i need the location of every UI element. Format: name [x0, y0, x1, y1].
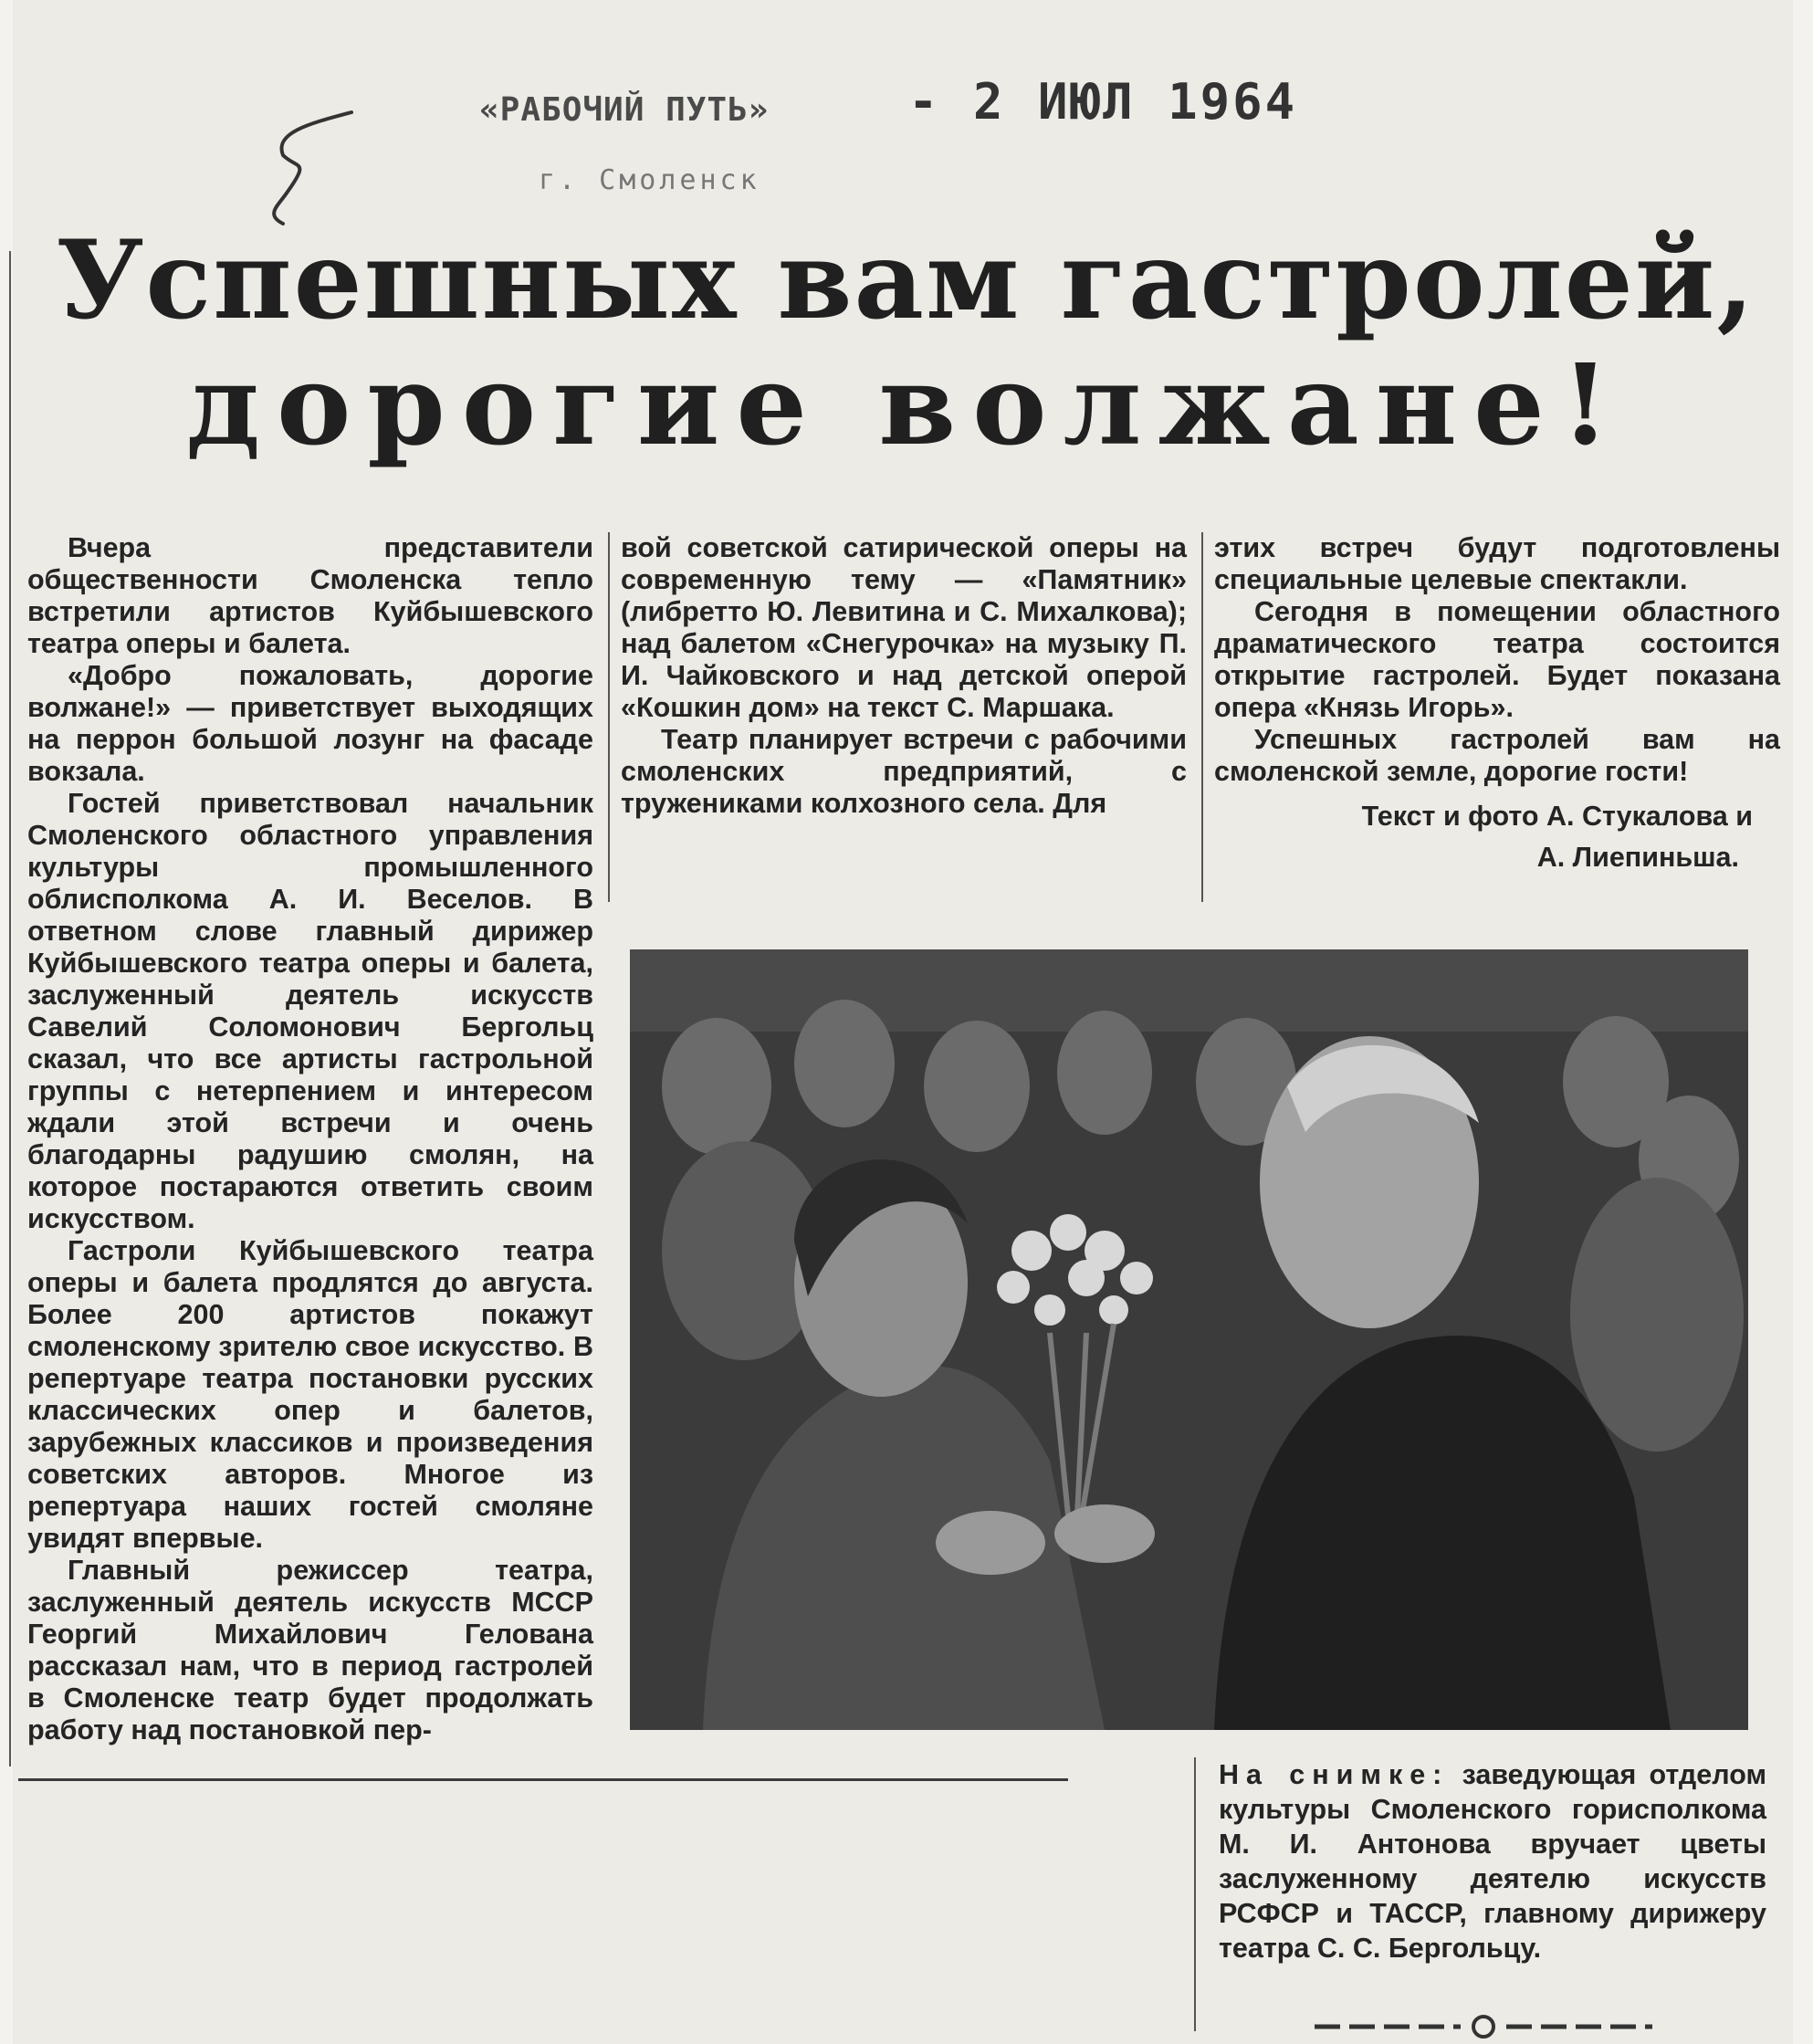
paragraph: Гостей приветствовал начальник Смоленского областного управления культуры промышленного облисполкома А. И. Веселов. В ответном слове главный дирижер Куйбышевского театра оперы и балета, заслуженный деятель искусств Савелий Соломонович Бергольц сказал, что все артисты гастрольной группы с нетерпением и интересом ждали этой встречи и очень благодарны радушию смолян, на которое постараются ответить своим искусством. — [27, 788, 593, 1234]
paragraph: вой советской сатирической оперы на современную тему — «Памятник» (либретто Ю. Левитина и С. Михалкова); над балетом «Снегурочка» на музыку П. И. Чайковского и над детской оперой «Кошкин дом» на текст С. Маршака. — [621, 532, 1187, 723]
stamp-date: - 2 ИЮЛ 1964 — [908, 73, 1298, 131]
handwritten-mark — [256, 105, 365, 233]
paragraph: Театр планирует встречи с рабочими смоленских предприятий, с тружениками колхозного села. Для — [621, 724, 1187, 819]
article-column-1 — [27, 532, 593, 1746]
end-ornament — [1315, 2013, 1652, 2040]
headline-line-1: Успешных вам гастролей, — [56, 216, 1756, 343]
paragraph: Главный режиссер театра, заслуженный деятель искусств МССР Георгий Михайлович Гелована рассказал нам, что в период гастролей в Смоленске театр будет продолжать работу над постановкой пер- — [27, 1555, 593, 1745]
article-photo — [630, 949, 1748, 1730]
article-column-3 — [1214, 532, 1780, 874]
bottom-rule — [18, 1778, 1068, 1781]
photo-illustration — [630, 949, 1748, 1730]
column-rule — [1201, 532, 1203, 902]
stamp-newspaper-name: «РАБОЧИЙ ПУТЬ» — [479, 91, 770, 129]
caption-text: заведующая отделом культуры Смоленского горисполкома М. И. Антонова вручает цветы заслуженному деятелю искусств РСФСР и ТАССР, главному дирижеру театра С. С. Бергольцу. — [1219, 1759, 1767, 1964]
photo-caption — [1219, 1757, 1766, 1965]
column-rule — [608, 532, 610, 902]
byline: Текст и фото А. Стукалова и — [1361, 801, 1753, 832]
left-margin-rule — [9, 251, 11, 1766]
paragraph: Успешных гастролей вам на смоленской земле, дорогие гости! — [1214, 724, 1780, 787]
paragraph: «Добро пожаловать, дорогие волжане!» — приветствует выходящих на перрон большой лозунг на фасаде вокзала. — [27, 660, 593, 787]
paragraph: Гастроли Куйбышевского театра оперы и балета продлятся до августа. Более 200 артистов покажут смоленскому зрителю свое искусство. В репертуаре театра постановки русских классических опер и балетов, зарубежных классиков и произведения советских авторов. Многое из репертуара наших гостей смоляне увидят впервые. — [27, 1235, 593, 1554]
headline — [18, 216, 1794, 470]
article-column-2 — [621, 532, 1187, 820]
stamp-city: г. Смоленск — [539, 164, 760, 196]
paragraph: Сегодня в помещении областного драматического театра состоится открытие гастролей. Будет показана опера «Князь Игорь». — [1214, 596, 1780, 723]
caption-lead: На снимке: — [1219, 1759, 1450, 1790]
caption-left-rule — [1194, 1757, 1196, 2031]
byline-names: А. Лиепиньша. — [1536, 842, 1739, 873]
headline-line-2: дорогие волжане! — [185, 338, 1627, 470]
paragraph: этих встреч будут подготовлены специальные целевые спектакли. — [1214, 532, 1780, 595]
paragraph: Вчера представители общественности Смоленска тепло встретили артистов Куйбышевского театра оперы и балета. — [27, 532, 593, 659]
